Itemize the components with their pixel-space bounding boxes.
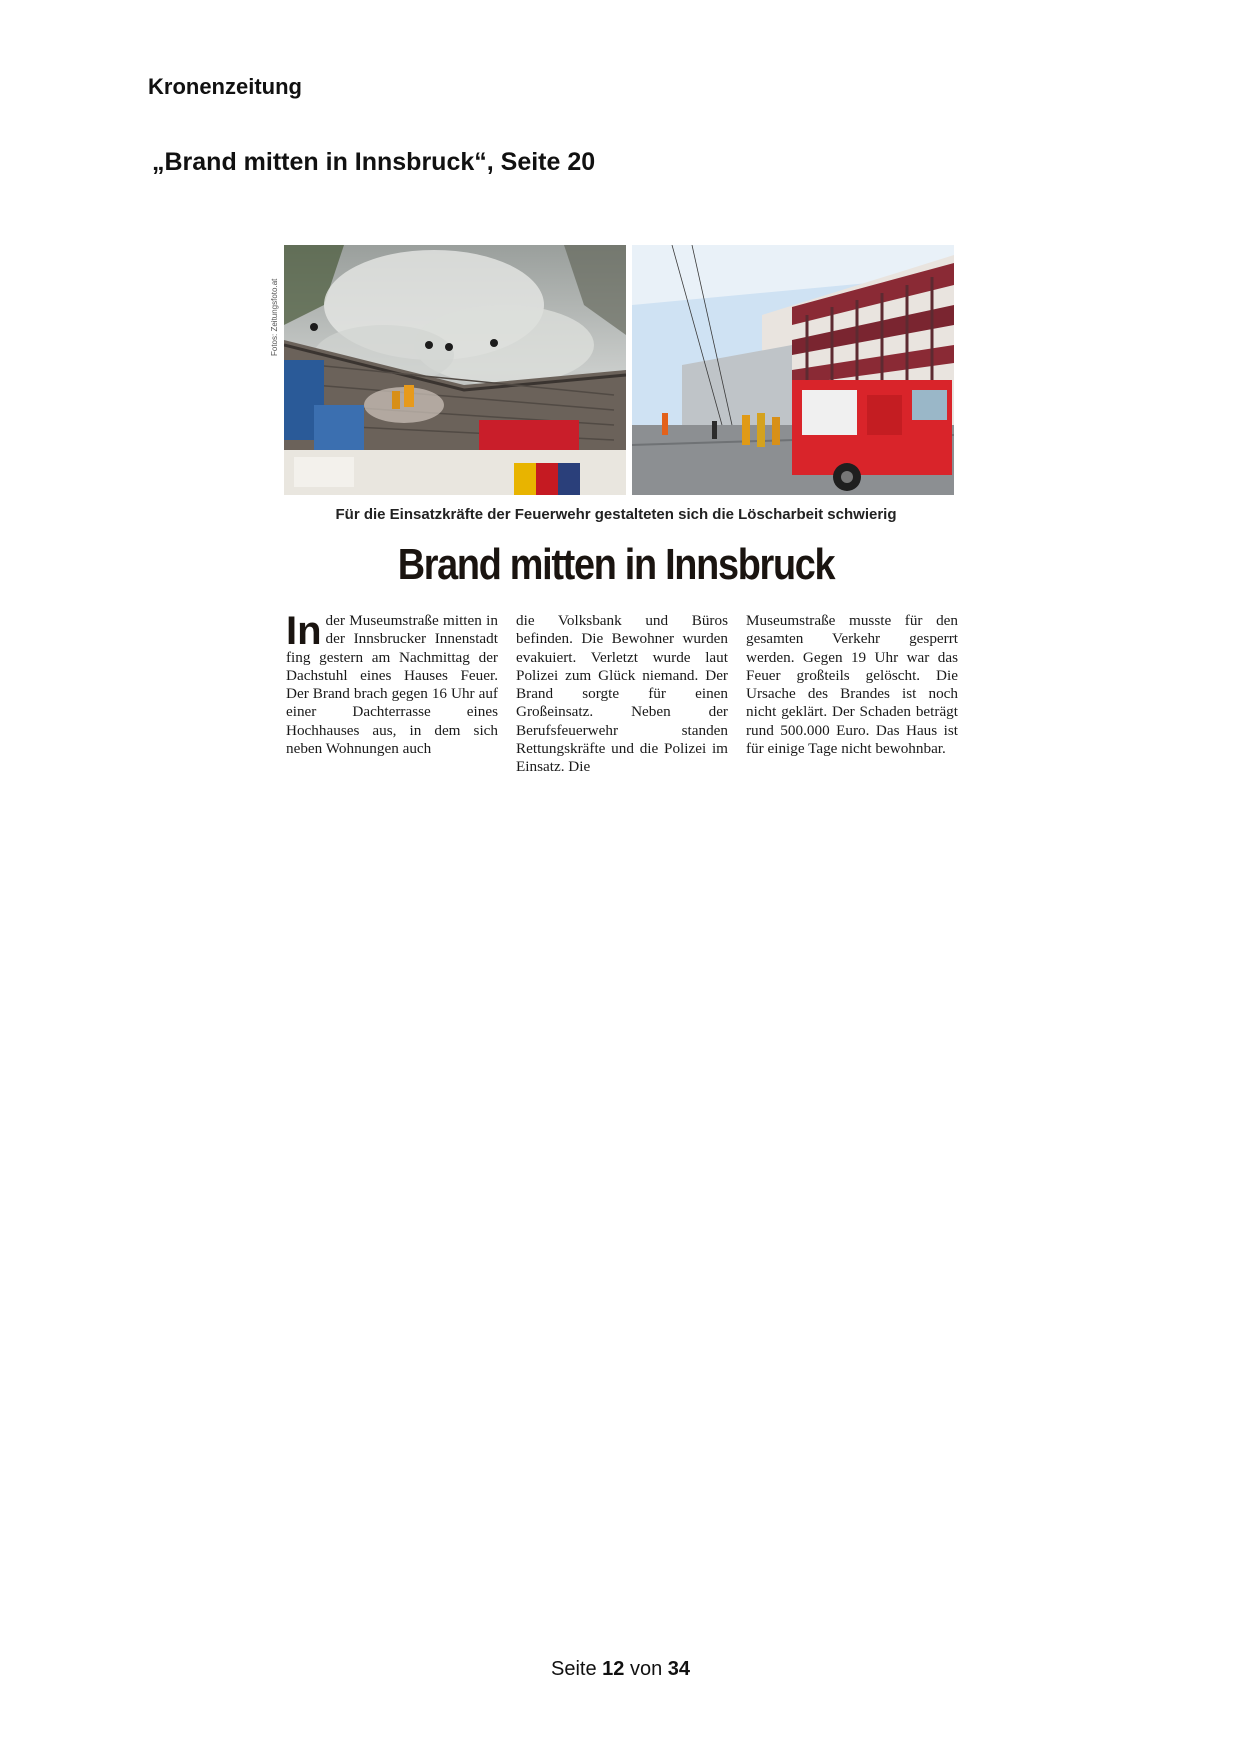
article-body: [286, 609, 958, 802]
photo-credit: Fotos: Zeitungsfoto.at: [270, 278, 279, 356]
photo-row: [270, 242, 962, 498]
footer-prefix: Seite: [550, 1658, 597, 1680]
document-title: „Brand mitten in Innsbruck“, Seite 20: [152, 148, 596, 176]
column-1-text: der Museumstraße mitten in der Innsbrucker Innenstadt fing gestern am Nachmittag der Dachstuhl eines Hauses Feuer. Der Brand brach gegen 16 Uhr auf einer Dachterrasse eines Hochhauses aus, in dem sich neben Wohnungen auch: [286, 612, 498, 758]
source-label: Kronenzeitung: [148, 74, 302, 99]
newspaper-clipping: [270, 242, 962, 802]
drop-cap: In: [286, 609, 322, 653]
article-column-3: Museumstraße musste für den gesamten Verkehr gesperrt werden. Gegen 19 Uhr war das Feuer großteils gelöscht. Die Ursache des Brandes ist noch nicht geklärt. Der Schaden beträgt rund 500.000 Euro. Das Haus ist für einige Tage nicht bewohnbar.: [746, 612, 958, 758]
fire-rooftop-photo: [284, 245, 626, 495]
footer-middle: von: [629, 1658, 663, 1680]
article-column-1: [286, 609, 498, 758]
page-number: 12: [602, 1658, 625, 1680]
page-total: 34: [667, 1658, 691, 1680]
page-footer: [0, 1658, 1241, 1681]
fire-truck-street-illustration: [632, 245, 954, 495]
article-headline: Brand mitten in Innsbruck: [397, 540, 835, 589]
article-column-2: die Volksbank und Büros befinden. Die Bewohner wurden evakuiert. Verletzt wurde laut Polizei zum Glück niemand. Der Brand sorgte für einen Großeinsatz. Neben der Berufsfeuerwehr standen Rettungskräfte und die Polizei im Einsatz. Die: [516, 612, 728, 776]
fire-rooftop-illustration: [284, 245, 626, 495]
photo-caption: Für die Einsatzkräfte der Feuerwehr gestalteten sich die Löscharbeit schwierig: [335, 506, 897, 523]
fire-truck-street-photo: [632, 245, 954, 495]
